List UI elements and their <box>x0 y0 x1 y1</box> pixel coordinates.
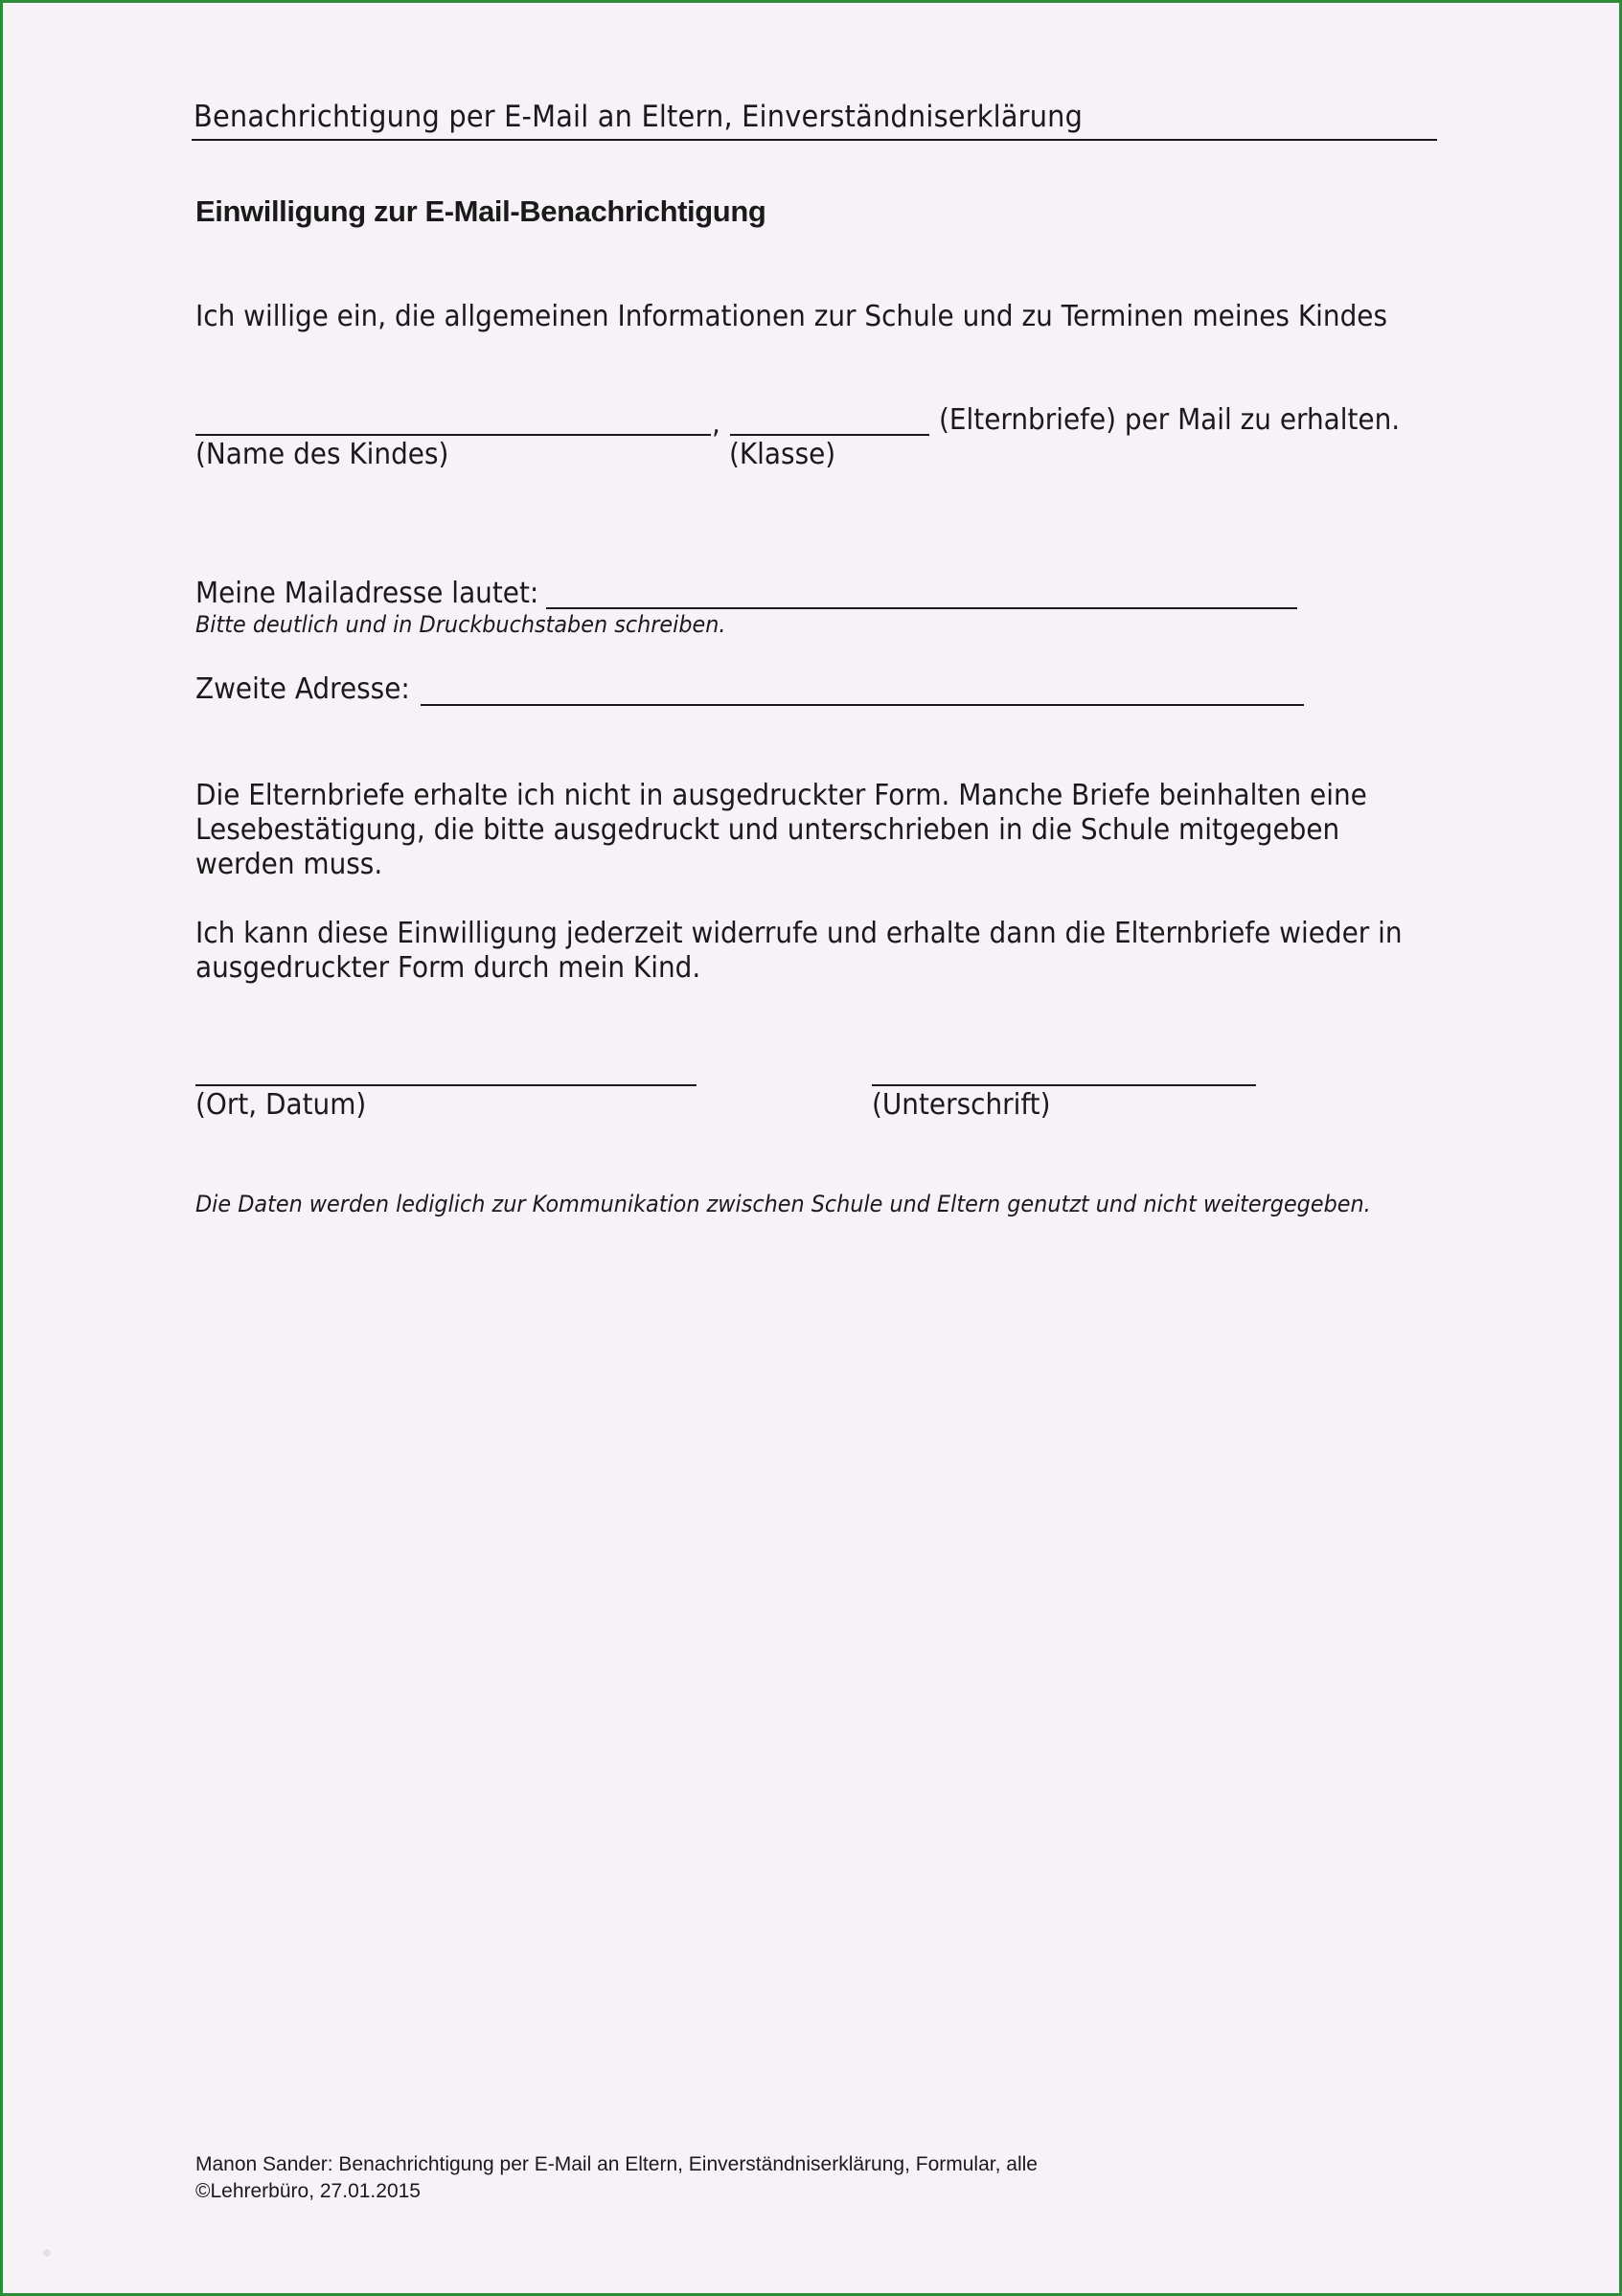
document-header-title: Benachrichtigung per E-Mail an Eltern, Einverständniserklärung <box>194 100 1084 134</box>
paragraph-revocation: Ich kann diese Einwilligung jederzeit widerrufe und erhalte dann die Elternbriefe wieder in ausgedruckter Form durch mein Kind. <box>195 917 1403 985</box>
consent-suffix-text: (Elternbriefe) per Mail zu erhalten. <box>939 403 1401 437</box>
class-label: (Klasse) <box>729 438 836 471</box>
header-rule <box>192 139 1437 141</box>
child-name-field[interactable] <box>195 434 711 436</box>
scan-artifact-dot <box>43 2249 51 2257</box>
footer-copyright-line: ©Lehrerbüro, 27.01.2015 <box>195 2180 421 2202</box>
place-date-field[interactable] <box>195 1084 697 1086</box>
privacy-note: Die Daten werden lediglich zur Kommunikation zwischen Schule und Eltern genutzt und nicht weitergegeben. <box>195 1191 1371 1217</box>
child-name-label: (Name des Kindes) <box>195 438 449 471</box>
place-date-label: (Ort, Datum) <box>195 1088 367 1122</box>
form-heading: Einwilligung zur E-Mail-Benachrichtigung <box>195 194 766 228</box>
paragraph-print-info: Die Elternbriefe erhalte ich nicht in ausgedruckter Form. Manche Briefe beinhalten eine Lesebestätigung, die bitte ausgedruckt und unterschrieben in die Schule mitgegeben werden muss. <box>195 779 1367 881</box>
signature-field[interactable] <box>872 1084 1256 1086</box>
second-address-label: Zweite Adresse: <box>195 672 410 706</box>
comma-separator: , <box>712 407 720 441</box>
class-field[interactable] <box>730 434 929 436</box>
email-label: Meine Mailadresse lautet: <box>195 577 539 610</box>
consent-intro-text: Ich willige ein, die allgemeinen Informationen zur Schule und zu Terminen meines Kindes <box>195 300 1387 333</box>
second-address-field[interactable] <box>421 704 1304 706</box>
signature-label: (Unterschrift) <box>872 1088 1051 1122</box>
footer-source-line: Manon Sander: Benachrichtigung per E-Mail an Eltern, Einverständniserklärung, Formular, alle <box>195 2153 1038 2175</box>
email-hint: Bitte deutlich und in Druckbuchstaben schreiben. <box>195 611 726 638</box>
email-field[interactable] <box>546 607 1297 609</box>
